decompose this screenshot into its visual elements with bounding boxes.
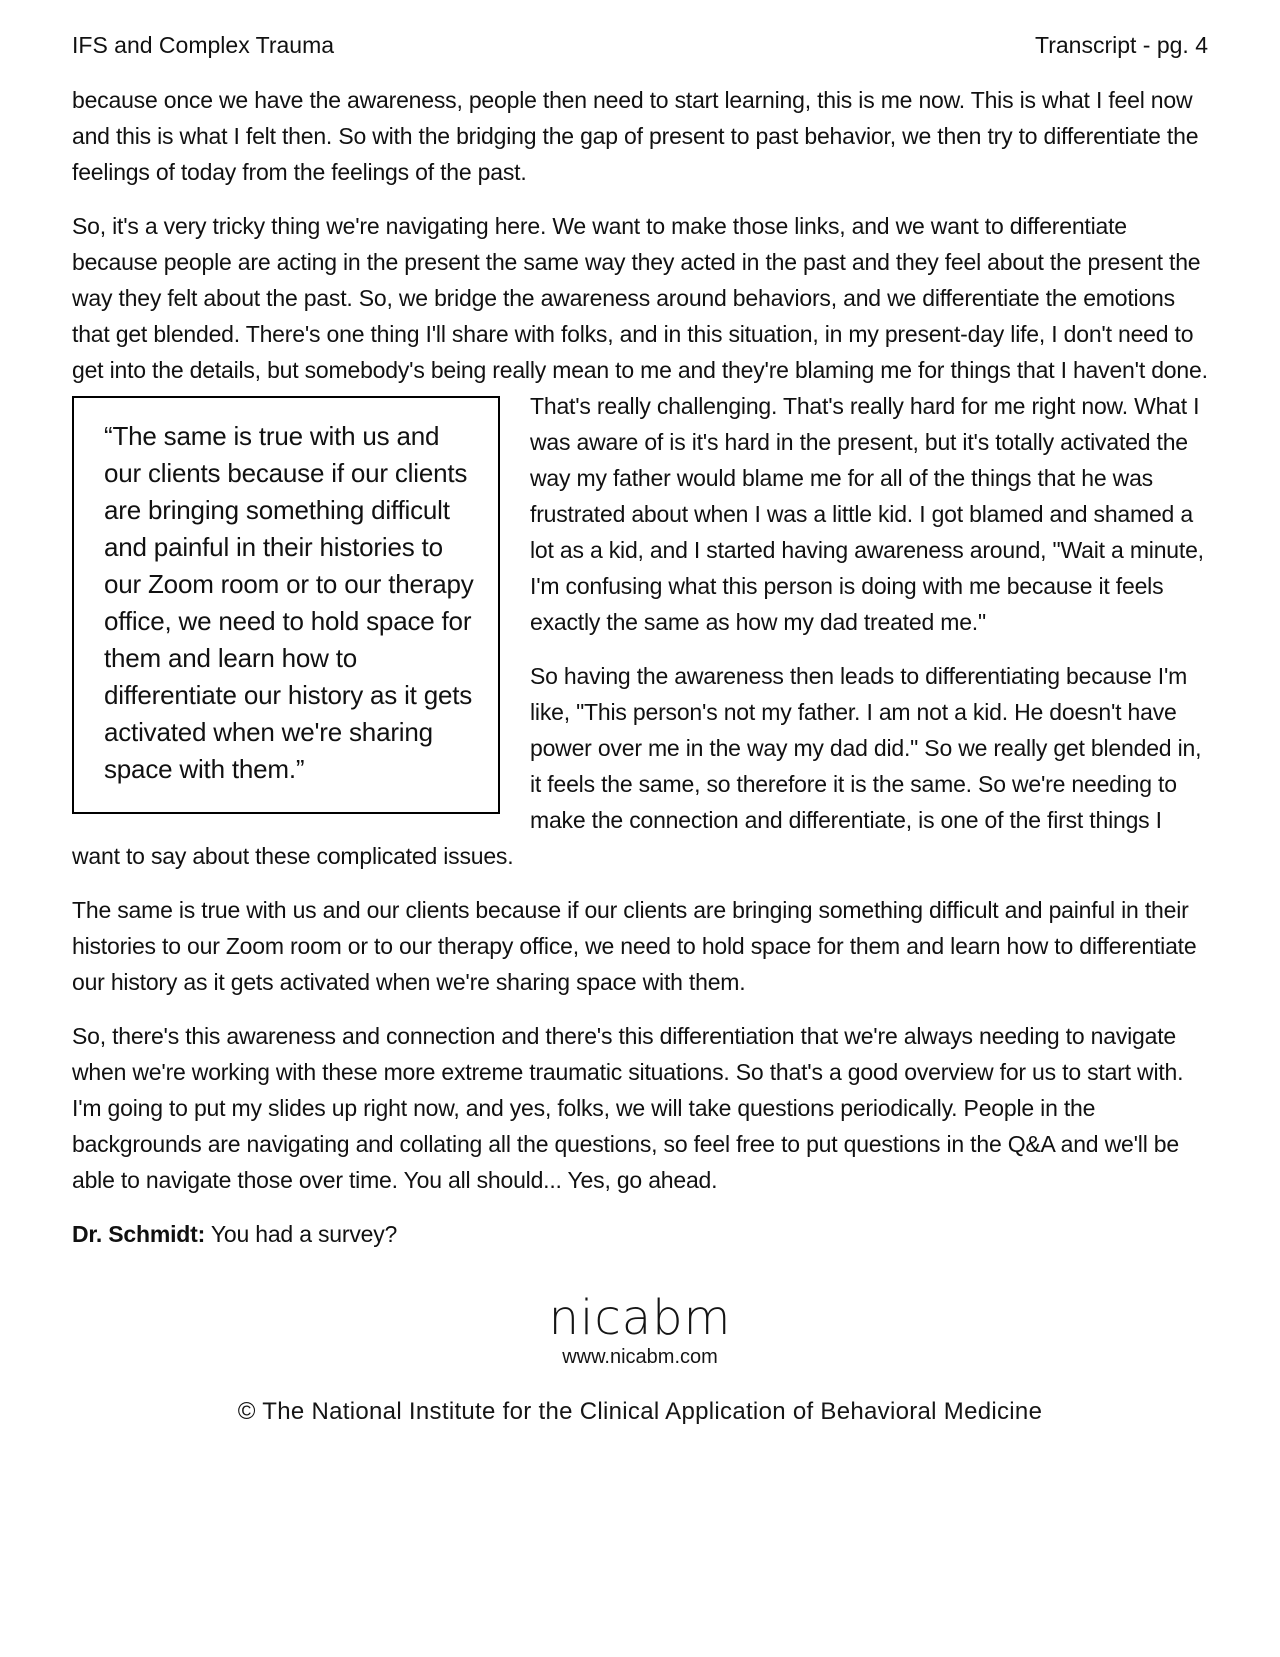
paragraph-3: So having the awareness then leads to differentiating because I'm like, "This person's not my father. I am not a kid. He doesn't have power over me in the way my dad did." So we really get blended in, it feels the same, so therefore it is the same. So we're needing to make the connection and differentiate, is one of the first things I want to say about these complicated issues. bbox=[72, 663, 1202, 869]
header-title: IFS and Complex Trauma bbox=[72, 32, 335, 58]
pull-quote-text: “The same is true with us and our clients because if our clients are bringing something difficult and painful in their histories to our Zoom room or to our therapy office, we need to hold space for them and learn how to differentiate our history as it gets activated when we're sharing space with them.” bbox=[104, 421, 474, 784]
nicabm-logo: nicabm bbox=[548, 1290, 732, 1346]
footer-copyright: © The National Institute for the Clinical Application of Behavioral Medicine bbox=[237, 1398, 1043, 1425]
paragraph-5: So, there's this awareness and connection and there's this differentiation that we're always needing to navigate when we're working with these more extreme traumatic situations. So that's a good overview for us to start with. I'm going to put my slides up right now, and yes, folks, we will take questions periodically. People in the backgrounds are navigating and collating all the questions, so feel free to put questions in the Q&A and we'll be able to navigate those over time. You all should... Yes, go ahead. bbox=[72, 1023, 1184, 1193]
page-header bbox=[72, 30, 1208, 60]
pull-quote-box bbox=[72, 396, 500, 814]
speaker-name: Dr. Schmidt: bbox=[72, 1221, 206, 1247]
paragraph-6 bbox=[72, 1216, 1208, 1252]
paragraph-4: The same is true with us and our clients because if our clients are bringing something difficult and painful in their histories to our Zoom room or to our therapy office, we need to hold space for them and learn how to differentiate our history as it gets activated when we're sharing space with them. bbox=[72, 897, 1197, 995]
paragraph-2-before-quote: So, it's a very tricky thing we're navigating here. We want to make those links, and we want to differentiate because people are acting in the present the same way they acted in the past and they feel about the present the way they felt about the past. So, we bridge the awareness around behaviors, and we differentiate the emotions that get blended. There's one thing I'll share with folks, and in this situation, in my present-day life, I don't need to get into the details, but somebody's being really mean to me and they're blaming me for things that I bbox=[72, 213, 1201, 383]
header-page-number: Transcript - pg. 4 bbox=[1035, 32, 1208, 58]
paragraph-2-after-quote: haven't done. That's really challenging. That's really hard for me right now. What I was aware of is it's hard in the present, but it's totally activated the way my father would blame me for all of the things that he was frustrated about when I was a little kid. I got blamed and shamed a lot as a kid, and I started having awareness around, "Wait a minute, I'm confusing what this person is doing with me because it feels exactly the same as how my dad treated me." bbox=[530, 357, 1208, 635]
paragraph-1: because once we have the awareness, people then need to start learning, this is me now. This is what I feel now and this is what I felt then. So with the bridging the gap of present to past behavior, we then try to differentiate the feelings of today from the feelings of the past. bbox=[72, 87, 1199, 185]
page-footer bbox=[72, 1292, 1208, 1427]
transcript-body bbox=[72, 82, 1208, 1252]
footer-website: www.nicabm.com bbox=[562, 1346, 718, 1368]
speaker-line-text: You had a survey? bbox=[205, 1221, 398, 1247]
